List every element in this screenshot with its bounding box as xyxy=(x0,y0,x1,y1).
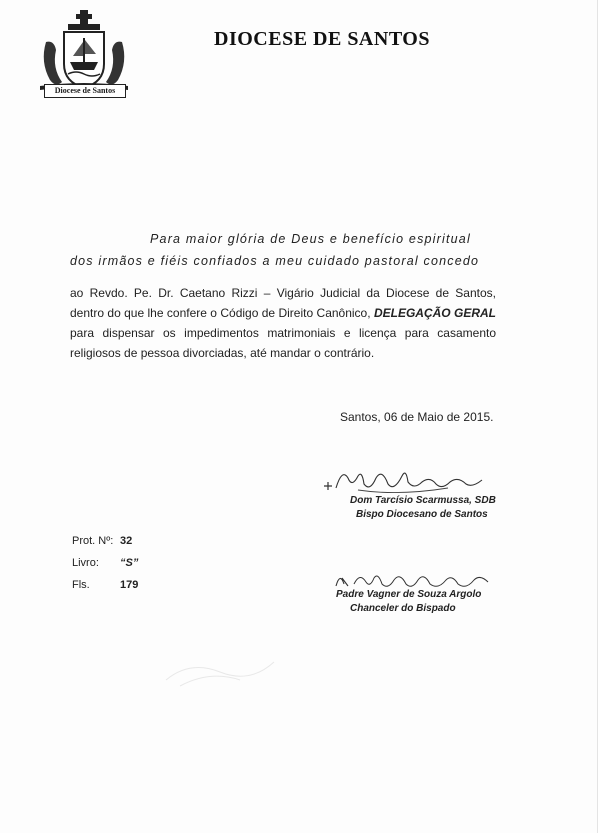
fls-label: Fls. xyxy=(72,579,90,591)
intro-line-1: Para maior glória de Deus e benefício espiritual xyxy=(150,232,471,246)
livro-label: Livro: xyxy=(72,557,99,569)
body-text-part-1: ao Revdo. Pe. Dr. Caetano Rizzi – Vigário Judicial da Diocese de Santos, dentro do que lhe confere o Código de Direito Canônico, xyxy=(70,286,496,320)
prot-value: 32 xyxy=(120,535,133,547)
bishop-signature-block xyxy=(350,494,496,522)
registry-row-livro xyxy=(72,552,138,574)
registry-row-prot xyxy=(72,530,138,552)
seal-caption: Diocese de Santos xyxy=(44,84,126,98)
faint-stamp-icon xyxy=(160,650,280,690)
chancellor-signature-block xyxy=(336,588,481,616)
page-title: DIOCESE DE SANTOS xyxy=(214,28,430,50)
fls-value: 179 xyxy=(120,579,139,591)
intro-line-2: dos irmãos e fiéis confiados a meu cuidado pastoral concedo xyxy=(70,254,480,268)
intro-paragraph xyxy=(70,228,510,272)
registry-row-fls xyxy=(72,574,138,596)
prot-label: Prot. Nº: xyxy=(72,535,114,547)
chancellor-name: Padre Vagner de Souza Argolo xyxy=(336,589,482,600)
body-text-part-2: para dispensar os impedimentos matrimoniais e licença para casamento religiosos de pessoa divorciadas, até mandar o contrário. xyxy=(70,326,496,360)
livro-value: “S” xyxy=(120,557,139,569)
registry-block xyxy=(72,530,138,596)
bishop-title: Bispo Diocesano de Santos xyxy=(356,509,488,520)
letter-date: Santos, 06 de Maio de 2015. xyxy=(340,410,494,424)
delegation-emphasis: DELEGAÇÃO GERAL xyxy=(373,306,496,320)
bishop-name: Dom Tarcísio Scarmussa, SDB xyxy=(350,495,496,506)
body-paragraph xyxy=(70,283,496,363)
chancellor-title: Chanceler do Bispado xyxy=(350,603,456,614)
